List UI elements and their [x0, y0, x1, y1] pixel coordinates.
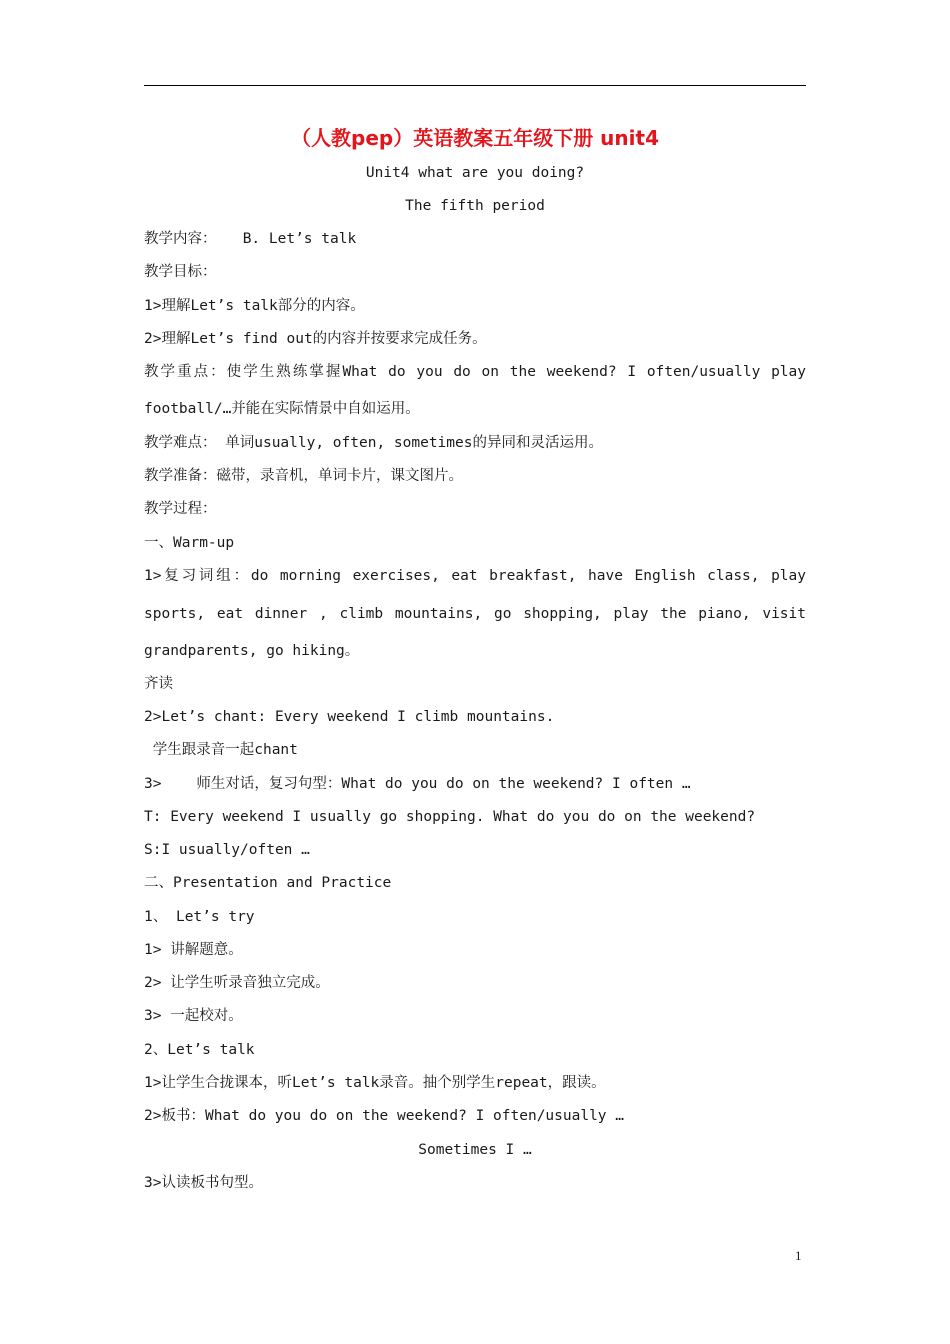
dialogue-step: 3> 师生对话，复习句型：What do you do on the weekend? I often … [144, 776, 691, 792]
unit-subtitle: Unit4 what are you doing? [365, 165, 585, 181]
goal-item: 2>理解Let’s find out的内容并按要求完成任务。 [144, 331, 487, 347]
read-together: 齐读 [144, 676, 173, 692]
board-sentence: Sometimes I … [418, 1142, 532, 1158]
difficulty: 教学难点： 单词usually, often, sometimes的异同和灵活运用。 [144, 435, 603, 451]
talk-step: 3>认读板书句型。 [144, 1175, 263, 1191]
goals-label: 教学目标： [144, 264, 217, 280]
try-step: 1> 讲解题意。 [144, 942, 243, 958]
chant-follow: 学生跟录音一起chant [144, 742, 298, 758]
review-phrases: 1>复习词组：do morning exercises, eat breakfast, have English class, play [144, 568, 806, 584]
process-label: 教学过程： [144, 501, 217, 517]
student-line: S:I usually/often … [144, 842, 310, 858]
teaching-content: 教学内容： B. Let’s talk [144, 231, 357, 247]
lets-talk-heading: 2、Let’s talk [144, 1042, 255, 1058]
page-title: （人教pep）英语教案五年级下册 unit4 [291, 126, 659, 150]
period-heading: The fifth period [405, 198, 545, 214]
preparation: 教学准备：磁带，录音机，单词卡片，课文图片。 [144, 468, 463, 484]
lets-try-heading: 1、 Let’s try [144, 909, 255, 925]
key-points-continued: football/…并能在实际情景中自如运用。 [144, 401, 420, 417]
chant-step: 2>Let’s chant: Every weekend I climb mountains. [144, 709, 555, 725]
key-points: 教学重点：使学生熟练掌握What do you do on the weekend? I often/usually play [144, 364, 806, 380]
section-heading-presentation: 二、Presentation and Practice [144, 875, 392, 891]
talk-step: 2>板书：What do you do on the weekend? I often/usually … [144, 1108, 624, 1124]
header-rule [144, 85, 806, 86]
goal-item: 1>理解Let’s talk部分的内容。 [144, 298, 365, 314]
review-phrases-continued: sports, eat dinner , climb mountains, go shopping, play the piano, visit [144, 606, 806, 622]
try-step: 2> 让学生听录音独立完成。 [144, 975, 330, 991]
page-number: 1 [795, 1248, 802, 1263]
talk-step: 1>让学生合拢课本，听Let’s talk录音。抽个别学生repeat，跟读。 [144, 1075, 606, 1091]
section-heading-warmup: 一、Warm-up [144, 535, 235, 551]
teacher-line: T: Every weekend I usually go shopping. What do you do on the weekend? [144, 809, 756, 825]
try-step: 3> 一起校对。 [144, 1008, 243, 1024]
review-phrases-end: grandparents, go hiking。 [144, 643, 360, 659]
